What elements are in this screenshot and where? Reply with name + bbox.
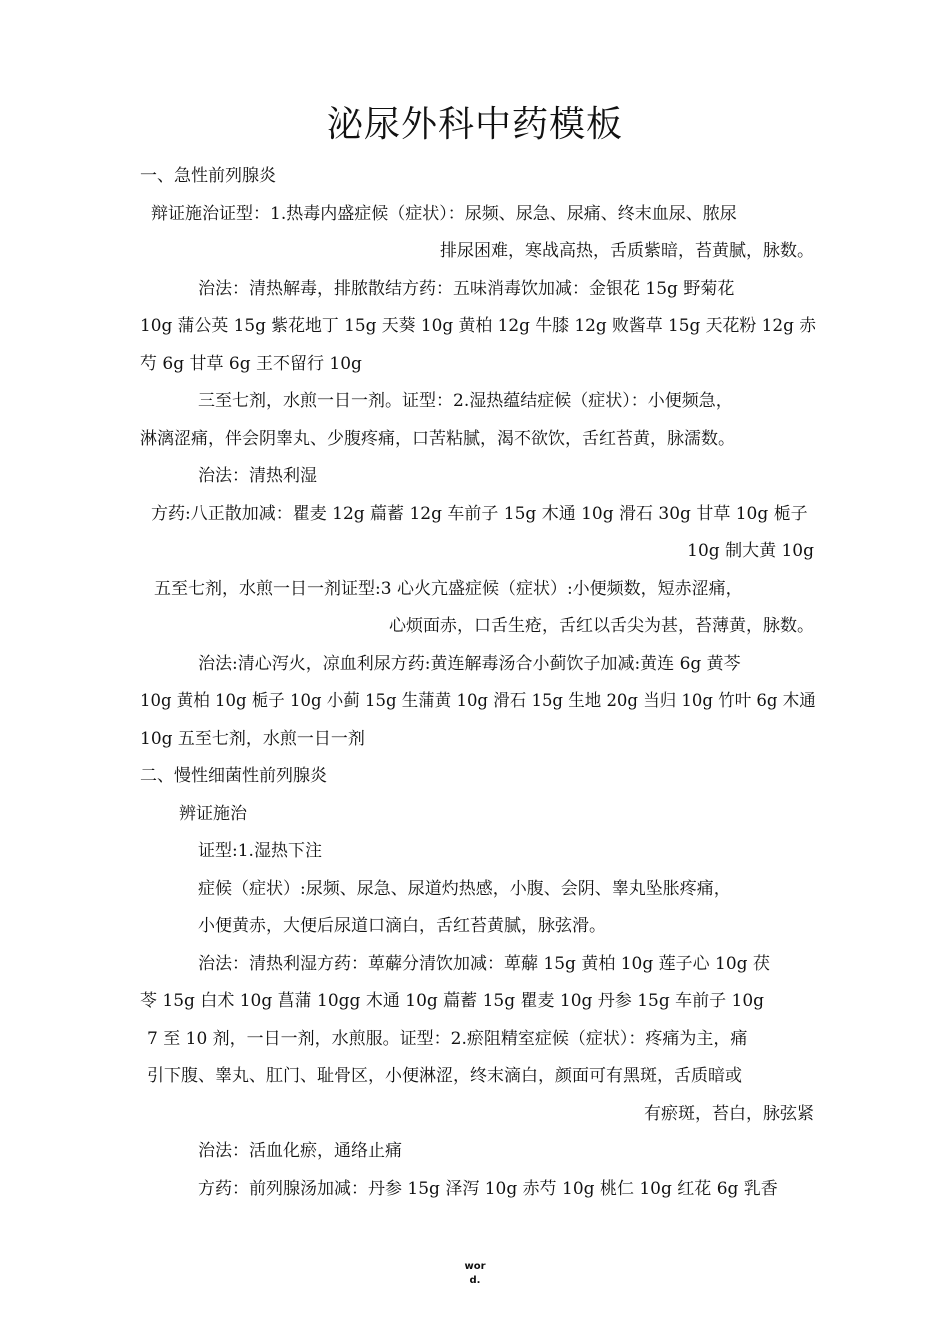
section-heading-chronic-prostatitis: 二、慢性细菌性前列腺炎 [140, 766, 327, 786]
paragraph-line: 淋漓涩痛，伴会阴睾丸、少腹疼痛，口苦粘腻，渴不欲饮，舌红苔黄，脉濡数。 [140, 429, 735, 449]
page-footer-line-1: wor [464, 1261, 486, 1272]
paragraph-line: 有瘀斑，苔白，脉弦紧 [644, 1104, 814, 1124]
paragraph-line: 排尿困难，寒战高热，舌质紫暗，苔黄腻，脉数。 [440, 241, 814, 261]
paragraph-line: 小便黄赤，大便后尿道口滴白，舌红苔黄腻，脉弦滑。 [198, 916, 606, 936]
paragraph-line: 五至七剂，水煎一日一剂证型:3 心火亢盛症候（症状）:小便频数，短赤涩痛， [154, 579, 743, 599]
paragraph-line: 10g 五至七剂，水煎一日一剂 [140, 729, 365, 749]
paragraph-line: 引下腹、睾丸、肛门、耻骨区，小便淋涩，终末滴白，颜面可有黑斑，舌质暗或 [147, 1066, 742, 1086]
paragraph-line: 辩证施治证型：1.热毒内盛症候（症状）：尿频、尿急、尿痛、终末血尿、脓尿 [151, 204, 737, 224]
paragraph-line: 苓 15g 白术 10g 菖蒲 10gg 木通 10g 萹蓄 15g 瞿麦 10g 丹参 15g 车前子 10g [140, 991, 765, 1011]
paragraph-line: 治法:清心泻火，凉血利尿方药:黄连解毒汤合小蓟饮子加减:黄连 6g 黄芩 [198, 654, 741, 674]
paragraph-line: 7 至 10 剂，一日一剂，水煎服。证型：2.瘀阻精室症候（症状）：疼痛为主，痛 [147, 1029, 748, 1049]
paragraph-line: 芍 6g 甘草 6g 王不留行 10g [140, 354, 362, 374]
paragraph-line: 症候（症状）:尿频、尿急、尿道灼热感，小腹、会阴、睾丸坠胀疼痛， [198, 879, 731, 899]
paragraph-line: 方药:八正散加减：瞿麦 12g 萹蓄 12g 车前子 15g 木通 10g 滑石 30g 甘草 10g 栀子 [151, 504, 808, 524]
paragraph-line: 证型:1.湿热下注 [198, 841, 322, 861]
paragraph-line: 10g 制大黄 10g [687, 541, 814, 561]
paragraph-line: 辨证施治 [179, 804, 247, 824]
document-title: 泌尿外科中药模板 [326, 104, 623, 145]
paragraph-line: 治法：清热解毒，排脓散结方药：五味消毒饮加减：金银花 15g 野菊花 [198, 279, 735, 299]
page-footer-line-2: d. [469, 1275, 481, 1286]
paragraph-line: 10g 黄柏 10g 栀子 10g 小蓟 15g 生蒲黄 10g 滑石 15g 生地 20g 当归 10g 竹叶 6g 木通 [140, 691, 816, 711]
paragraph-line: 治法：清热利湿 [198, 466, 317, 486]
section-heading-acute-prostatitis: 一、急性前列腺炎 [140, 166, 276, 186]
paragraph-line: 三至七剂，水煎一日一剂。证型：2.湿热蕴结症候（症状）：小便频急， [198, 391, 733, 411]
paragraph-line: 10g 蒲公英 15g 紫花地丁 15g 天葵 10g 黄柏 12g 牛膝 12g 败酱草 15g 天花粉 12g 赤 [140, 316, 817, 336]
paragraph-line: 治法：清热利湿方药：萆薢分清饮加减：萆薢 15g 黄柏 10g 莲子心 10g 茯 [198, 954, 770, 974]
paragraph-line: 方药：前列腺汤加减：丹参 15g 泽泻 10g 赤芍 10g 桃仁 10g 红花 6g 乳香 [198, 1179, 778, 1199]
paragraph-line: 治法：活血化瘀，通络止痛 [198, 1141, 402, 1161]
paragraph-line: 心烦面赤，口舌生疮，舌红以舌尖为甚，苔薄黄，脉数。 [389, 616, 814, 636]
